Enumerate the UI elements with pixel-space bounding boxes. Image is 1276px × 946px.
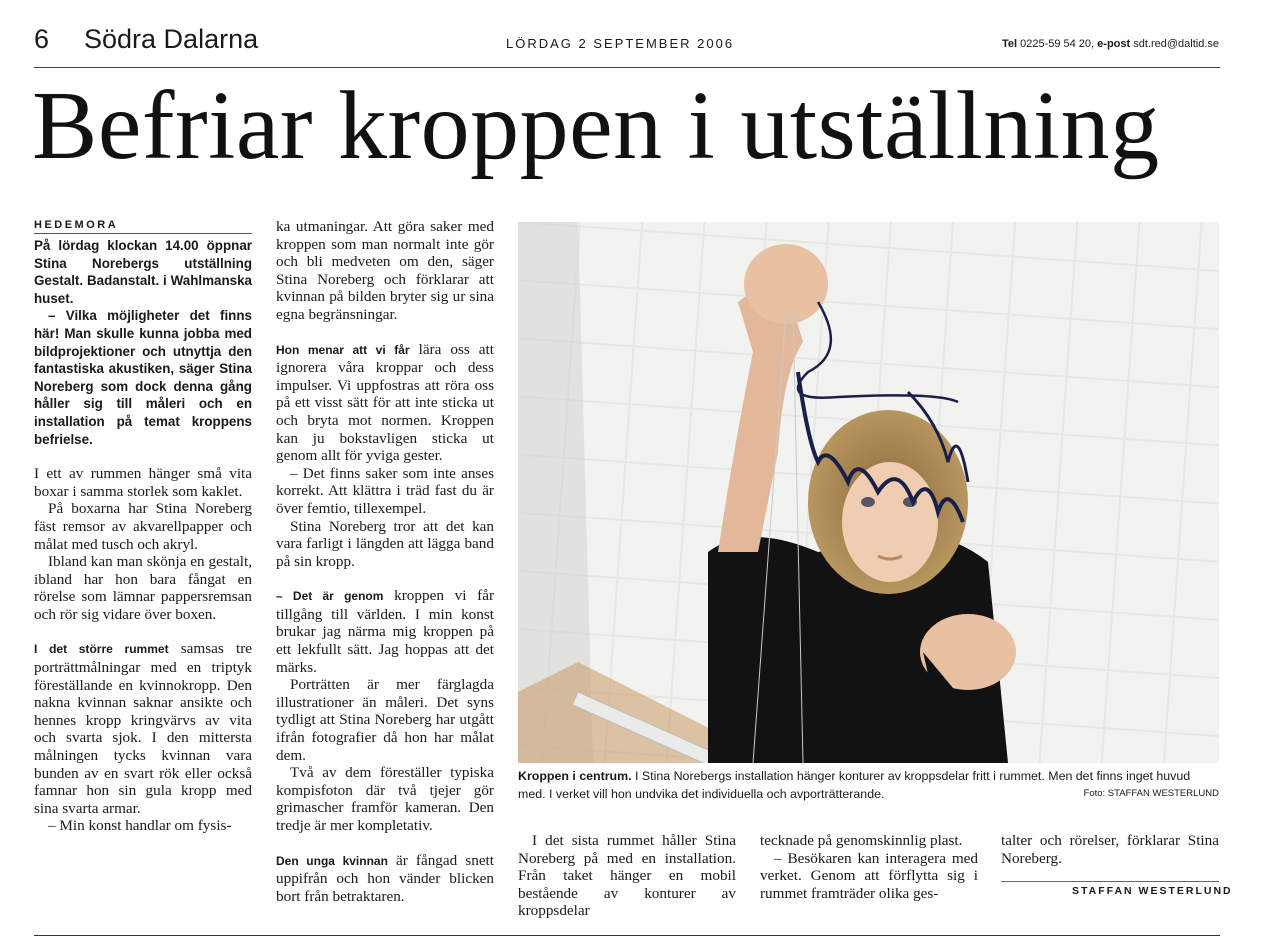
lead-text-2: – Vilka möjligheter det finns här! Man skulle kunna jobba med bildprojektioner och utnyttja den fantastiska akustiken, säger Stina Noreberg som dock denna gång håller sig till måleri och en installation på temat kroppens befrielse.	[34, 308, 252, 447]
paragraph-kicker: Hon menar att vi får	[276, 342, 410, 357]
body-paragraph: I det större rummet samsas tre porträttmålningar med en triptyk föreställande en kvinnokropp. Den nakna kvinnan saknar ansikte och hennes kropp kringvärvs av vita och svarta sjok. I den mittersta målningen tycks kvinnan vara bunden av en svart rök eller också famnar hon sin gula kropp med sina svarta armar.	[34, 640, 253, 817]
body-paragraph: ka utmaningar. Att göra saker med kroppen som man normalt inte gör och bli medveten om den, säger Stina Noreberg och förklarar att kvinnan på bilden bryter sig ur sina egna begränsningar.	[276, 218, 494, 323]
body-paragraph: Porträtten är mer färglagda illustrationer än måleri. Det syns tydligt att Stina Noreberg har utgått ifrån fotografier då hon har målat dem.	[276, 676, 494, 764]
body-paragraph: På boxarna har Stina Noreberg fäst remsor av akvarellpapper och målat med tusch och akryl.	[34, 500, 252, 553]
body-paragraph: I ett av rummen hänger små vita boxar i samma storlek som kaklet.	[34, 465, 252, 500]
footer-rule	[34, 935, 1220, 936]
photo-credit: Foto: STAFFAN WESTERLUND	[1083, 788, 1219, 799]
column-1	[34, 237, 252, 835]
email-address: sdt.red@daltid.se	[1133, 38, 1219, 50]
contact-info	[1002, 38, 1219, 50]
lead-text-1: På lördag klockan 14.00 öppnar Stina Norebergs utställning Gestalt. Badanstalt. i Wahlmanska huset.	[34, 238, 252, 306]
column-4	[760, 832, 978, 902]
body-paragraph: talter och rörelser, förklarar Stina Noreberg.	[1001, 832, 1219, 867]
byline-rule	[1001, 881, 1219, 882]
caption-text: I Stina Norebergs installation hänger konturer av kroppsdelar fritt i rummet. Men det finns inget huvud med. I verket vill hon undvika det individuella och avporträtterande.	[518, 769, 1191, 801]
column-3	[518, 832, 736, 920]
article-photo	[518, 222, 1219, 763]
body-paragraph: Två av dem föreställer typiska kompisfoton där två tjejer gör grimascher framför kameran. Den tredje är mer kompletativ.	[276, 764, 494, 834]
body-paragraph: Hon menar att vi får lära oss att ignorera våra kroppar och dess impulser. Vi uppfostras att röra oss på ett visst sätt för att inte sticka ut och bryta mot normen. Kroppen kan ju bokstavligen sticka ut genom allt för yviga gester.	[276, 340, 494, 465]
paragraph-kicker: Den unga kvinnan	[276, 853, 388, 868]
email-label: e-post	[1097, 38, 1131, 50]
body-paragraph: I det sista rummet håller Stina Noreberg på med en installation. Från taket hänger en mobil bestående av konturer av kroppsdelar	[518, 832, 736, 920]
header-rule	[34, 67, 1220, 68]
column-5	[1001, 832, 1219, 867]
section-name: Södra Dalarna	[84, 24, 259, 54]
paragraph-kicker: I det större rummet	[34, 642, 169, 657]
body-paragraph: Ibland kan man skönja en gestalt, ibland har hon bara fångat en rörelse som lämnar pappersremsan och rör sig vidare över boxen.	[34, 553, 252, 623]
photo-illustration	[518, 222, 1219, 763]
body-paragraph: Den unga kvinnan är fångad snett uppifrån och hon vänder blicken bort från betraktaren.	[276, 851, 494, 905]
location-kicker: HEDEMORA	[34, 219, 119, 231]
tel-label: Tel	[1001, 38, 1018, 50]
headline: Befriar kroppen i utställning	[32, 72, 1160, 180]
body-paragraph: – Min konst handlar om fysis-	[48, 817, 232, 835]
tel-number: 0225-59 54 20,	[1020, 38, 1095, 50]
byline: STAFFAN WESTERLUND	[1072, 885, 1233, 897]
body-paragraph: – Besökaren kan interagera med verket. Genom att förflytta sig i rummet framträder olika ges-	[760, 849, 978, 902]
body-paragraph: – Det finns saker som inte anses korrekt. Att klättra i träd fast du är över femtio, tillexempel.	[276, 464, 494, 517]
body-paragraph: – Det är genom kroppen vi får tillgång till världen. I min konst brukar jag närma mig kroppen på ett lekfullt sätt. Jag hoppas att det märks.	[276, 587, 494, 676]
body-paragraph: Stina Noreberg tror att det kan vara farligt i längden att lägga band på sin kropp.	[276, 517, 494, 570]
caption-title: Kroppen i centrum.	[518, 769, 632, 783]
page-number: 6	[34, 24, 50, 54]
dateline: LÖRDAG 2 SEPTEMBER 2006	[506, 36, 735, 51]
kicker-rule	[34, 233, 252, 234]
body-paragraph: tecknade på genomskinnlig plast.	[760, 832, 963, 849]
paragraph-kicker: – Det är genom	[276, 589, 384, 604]
column-2	[276, 218, 494, 905]
lead-paragraph	[34, 237, 252, 448]
